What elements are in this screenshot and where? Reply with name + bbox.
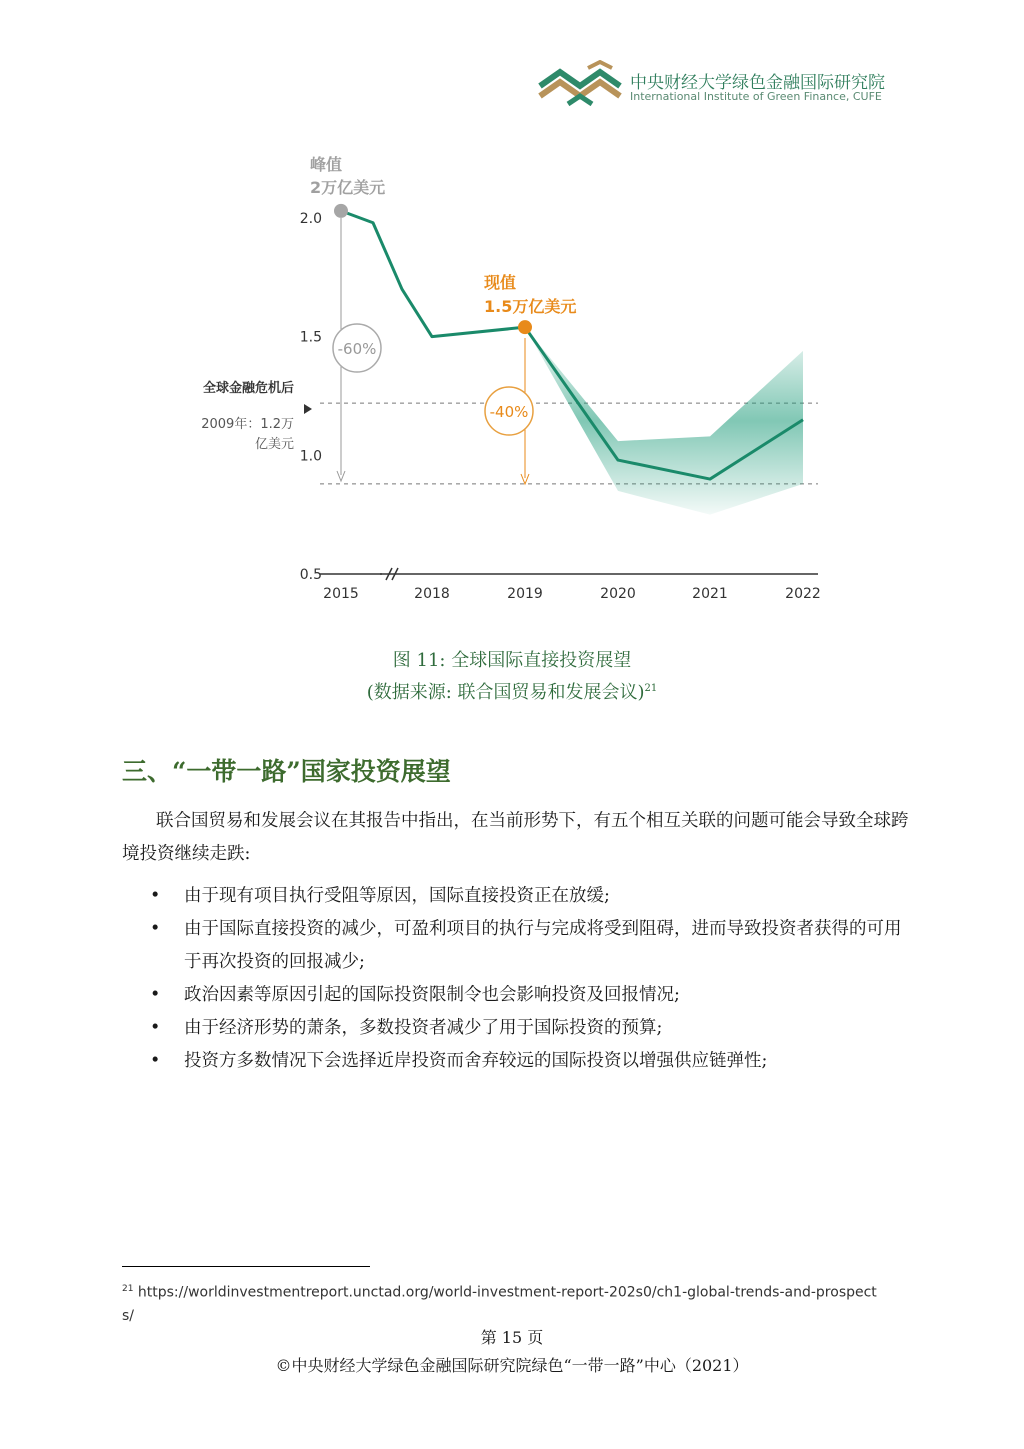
x-tick-label: 2015 (323, 586, 359, 602)
crisis-value: 亿美元 (254, 437, 294, 452)
footnote-url[interactable]: https://worldinvestmentreport.unctad.org/world-investment-report-202s0/ch1-global-trends-and-prospects/ (122, 1284, 877, 1324)
crisis-marker-icon (304, 404, 312, 414)
org-name-en: International Institute of Green Finance, CUFE (630, 90, 882, 103)
list-item-text: 政治因素等原因引起的国际投资限制令也会影响投资及回报情况; (184, 985, 680, 1005)
section-heading: 三、“一带一路”国家投资展望 (122, 757, 451, 786)
x-tick-label: 2019 (507, 586, 543, 602)
copyright-notice: ©中央财经大学绿色金融国际研究院绿色“一带一路”中心（2021） (275, 1356, 749, 1375)
list-item (150, 979, 910, 1012)
current-value: 1.5万亿美元 (484, 297, 577, 316)
list-item (150, 913, 910, 979)
footnote (122, 1278, 882, 1328)
page-number: 第 15 页 (480, 1328, 544, 1347)
institute-logo-icon (538, 60, 622, 110)
x-tick-label: 2021 (692, 586, 728, 602)
y-tick-label: 2.0 (299, 211, 322, 227)
figure-caption-source-text: (数据来源: 联合国贸易和发展会议) (366, 682, 645, 703)
bullet-icon: • (150, 1018, 161, 1038)
list-item-text: 由于现有项目执行受阻等原因，国际直接投资正在放缓; (184, 886, 610, 906)
footnote-number: 21 (122, 1284, 134, 1294)
list-item (150, 1045, 910, 1078)
drop-40-label: -40% (489, 403, 529, 421)
forecast-band (525, 327, 803, 514)
drop-60-label: -60% (337, 340, 377, 358)
bullet-icon: • (150, 886, 161, 906)
list-item-text: 由于经济形势的萧条，多数投资者减少了用于国际投资的预算; (184, 1018, 663, 1038)
figure-caption-source (0, 678, 1024, 704)
current-label: 现值 (484, 273, 517, 292)
bullet-list (150, 880, 910, 1078)
figure-caption-title: 图 11: 全球国际直接投资展望 (392, 650, 632, 671)
bullet-icon: • (150, 985, 161, 1005)
x-tick-label: 2018 (414, 586, 450, 602)
list-item (150, 1012, 910, 1045)
footnote-divider (122, 1266, 370, 1267)
list-item (150, 880, 910, 913)
x-tick-label: 2022 (785, 586, 821, 602)
fdi-outlook-chart (170, 140, 850, 610)
bullet-icon: • (150, 1051, 161, 1071)
list-item-text: 投资方多数情况下会选择近岸投资而舍弃较远的国际投资以增强供应链弹性; (184, 1051, 768, 1071)
bullet-icon: • (150, 919, 161, 939)
caption-footnote-ref[interactable]: 21 (644, 683, 658, 694)
crisis-label: 全球金融危机后 (202, 381, 294, 396)
y-tick-label: 0.5 (299, 567, 322, 583)
current-point (518, 320, 532, 334)
crisis-year: 2009年：1.2万 (201, 417, 294, 432)
peak-point (334, 204, 348, 218)
peak-label: 峰值 (310, 155, 343, 174)
org-name-cn: 中央财经大学绿色金融国际研究院 (630, 73, 885, 93)
y-tick-label: 1.5 (299, 329, 322, 346)
peak-value: 2万亿美元 (310, 178, 386, 197)
header (538, 60, 908, 112)
x-tick-label: 2020 (600, 586, 636, 602)
body-paragraph: 联合国贸易和发展会议在其报告中指出，在当前形势下，有五个相互关联的问题可能会导致全球跨境投资继续走跌: (122, 811, 909, 864)
list-item-text: 由于国际直接投资的减少，可盈利项目的执行与完成将受到阻碍，进而导致投资者获得的可用于再次投资的回报减少; (184, 919, 902, 972)
y-tick-label: 1.0 (299, 448, 322, 465)
